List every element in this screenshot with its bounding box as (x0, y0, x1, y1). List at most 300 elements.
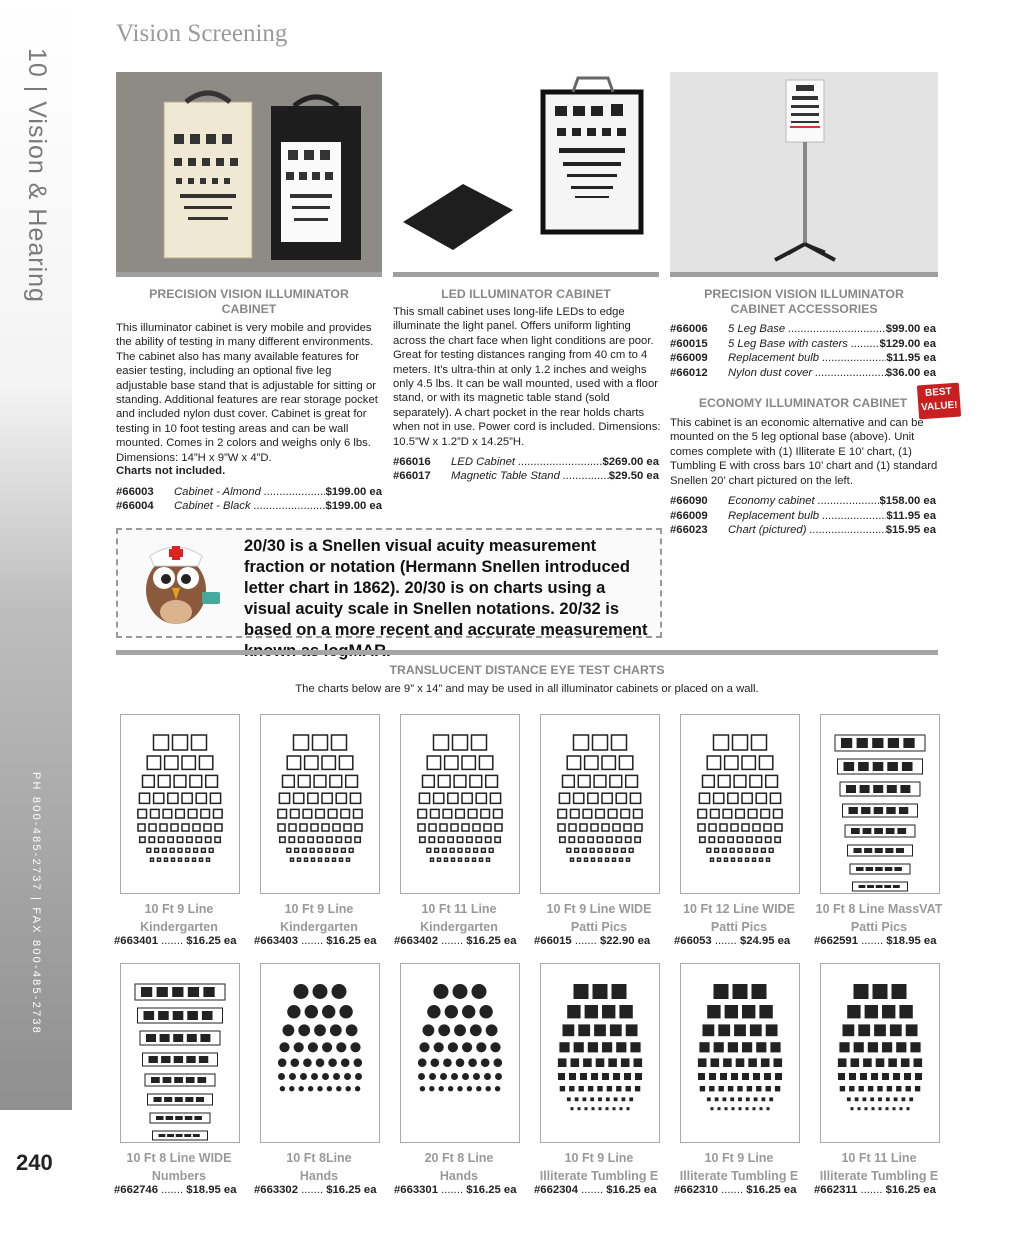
optotype (459, 858, 462, 861)
optotype (893, 1073, 900, 1080)
optotype (429, 824, 436, 831)
optotype (626, 1024, 638, 1036)
eye-chart-image (260, 714, 380, 894)
chart-title-line2: Kindergarten (280, 920, 358, 934)
optotype (874, 807, 883, 814)
optotype (339, 1005, 352, 1018)
optotype (766, 1024, 778, 1036)
optotype (563, 775, 575, 787)
optotype (567, 1005, 580, 1018)
optotype (886, 807, 895, 814)
leader-dots: ....... (857, 1184, 886, 1196)
optotype (299, 1086, 304, 1091)
price-row (116, 485, 382, 499)
optotype (730, 1097, 734, 1101)
item-price: $16.25 ea (466, 1184, 517, 1196)
sku: #662311 (814, 1184, 858, 1196)
optotype (193, 1134, 200, 1137)
optotype (559, 1042, 569, 1052)
optotype (310, 848, 314, 852)
optotype (733, 984, 748, 999)
optotype (876, 1058, 885, 1067)
optotype (328, 1058, 337, 1067)
optotype (865, 1107, 868, 1110)
optotype (875, 867, 883, 871)
optotype (578, 775, 590, 787)
eye-chart-drawing (681, 715, 799, 893)
optotype (764, 824, 771, 831)
optotype (728, 1086, 733, 1091)
optotype (626, 1086, 631, 1091)
optotype (770, 793, 780, 803)
optotype (200, 858, 203, 861)
optotype (906, 1086, 911, 1091)
optotype (435, 848, 439, 852)
optotype (194, 848, 198, 852)
item-price: $22.90 ea (599, 935, 651, 947)
optotype (602, 1042, 612, 1052)
optotype (154, 793, 164, 803)
chart-price-row (814, 935, 937, 947)
optotype (158, 775, 170, 787)
eye-chart-image (540, 714, 660, 894)
optotype (476, 837, 481, 842)
optotype (154, 1097, 162, 1102)
optotype (737, 837, 742, 842)
optotype (495, 837, 500, 842)
optotype (583, 848, 587, 852)
chart-price-row (254, 1184, 377, 1196)
optotype (841, 738, 852, 748)
optotype (769, 1097, 773, 1101)
optotype (313, 984, 328, 999)
optotype (885, 848, 893, 853)
optotype (143, 775, 155, 787)
chart-price-row (674, 935, 790, 947)
optotype (746, 858, 749, 861)
optotype (350, 1042, 360, 1052)
optotype (206, 837, 211, 842)
optotype (279, 793, 289, 803)
optotype (719, 837, 724, 842)
optotype (165, 858, 168, 861)
optotype (215, 837, 220, 842)
optotype (278, 809, 287, 818)
optotype (750, 775, 762, 787)
chart-title-line1: 10 Ft 8Line (286, 1151, 352, 1165)
leader-dots: ....... (157, 935, 187, 947)
item-price: $16.25 ea (606, 1184, 657, 1196)
optotype (420, 837, 425, 842)
badge-text-bottom: VALUE! (920, 399, 958, 414)
optotype (462, 756, 475, 769)
optotype (467, 1086, 472, 1091)
item-desc: Replacement bulb ..... (728, 509, 886, 523)
optotype (172, 858, 175, 861)
optotype (610, 775, 622, 787)
optotype (767, 858, 770, 861)
optotype (574, 984, 589, 999)
sku: #66012 (670, 367, 708, 379)
optotype (635, 1073, 642, 1080)
optotype (559, 793, 569, 803)
optotype (742, 1073, 749, 1080)
optotype (314, 775, 326, 787)
optotype (585, 756, 598, 769)
optotype (303, 809, 312, 818)
optotype (196, 837, 201, 842)
item-price: $16.25 ea (885, 1184, 936, 1196)
chart-title-line2: Patti Pics (570, 920, 628, 934)
optotype (207, 858, 210, 861)
optotype (907, 1107, 910, 1110)
optotype (900, 1107, 903, 1110)
optotype (910, 1042, 920, 1052)
item-desc: 5 Leg Base with casters ..... (728, 337, 879, 351)
optotype (904, 1073, 911, 1080)
optotype (427, 756, 440, 769)
optotype (707, 848, 711, 852)
optotype (760, 858, 763, 861)
sku: #66009 (670, 510, 708, 522)
item-price: $18.95 ea (886, 935, 937, 947)
optotype (418, 824, 425, 831)
sku: #663301 (394, 1184, 438, 1196)
item-price: $16.25 ea (186, 935, 237, 947)
optotype (626, 775, 638, 787)
optotype (139, 793, 149, 803)
eye-chart-drawing (261, 715, 379, 893)
optotype (567, 848, 571, 852)
item-desc: LED Cabinet ..... (451, 455, 602, 469)
optotype (451, 1073, 458, 1080)
optotype (482, 848, 486, 852)
optotype (588, 837, 593, 842)
optotype (709, 1086, 714, 1091)
sku: #66016 (393, 456, 431, 468)
eye-chart-image (680, 963, 800, 1143)
optotype (756, 837, 761, 842)
optotype (330, 1024, 342, 1036)
optotype (892, 984, 907, 999)
optotype (873, 762, 884, 771)
optotype (165, 756, 178, 769)
optotype (838, 1058, 847, 1067)
optotype (879, 1107, 882, 1110)
optotype (616, 1042, 626, 1052)
optotype (328, 809, 337, 818)
price-row (393, 469, 659, 483)
optotype (752, 984, 767, 999)
optotype (146, 1034, 156, 1042)
optotype (630, 793, 640, 803)
optotype (909, 1097, 913, 1101)
optotype (467, 837, 472, 842)
optotype (709, 837, 714, 842)
optotype (300, 824, 307, 831)
optotype (149, 824, 156, 831)
optotype (888, 738, 899, 748)
optotype (418, 1073, 425, 1080)
chart-title-line1: 20 Ft 8 Line (424, 1151, 494, 1165)
optotype (174, 1056, 183, 1063)
optotype (157, 987, 168, 997)
optotype (718, 858, 721, 861)
optotype (890, 1024, 902, 1036)
chart-price-row (394, 1184, 517, 1196)
optotype (291, 858, 294, 861)
eye-chart-image (120, 963, 240, 1143)
optotype (187, 1011, 198, 1020)
optotype (711, 1107, 714, 1110)
optotype (160, 824, 167, 831)
optotype (569, 1086, 574, 1091)
optotype (138, 824, 145, 831)
optotype (585, 1107, 588, 1110)
optotype (187, 837, 192, 842)
optotype (190, 775, 202, 787)
optotype (462, 1005, 475, 1018)
optotype (747, 1086, 752, 1091)
optotype (344, 1073, 351, 1080)
optotype (770, 1042, 780, 1052)
optotype (569, 824, 576, 831)
optotype (602, 1005, 615, 1018)
item-price: $36.00 ea (885, 367, 936, 379)
eye-chart-image (820, 714, 940, 894)
optotype (886, 828, 895, 834)
optotype (171, 824, 178, 831)
sku: #663402 (394, 935, 438, 947)
optotype (484, 824, 491, 831)
optotype (419, 1042, 429, 1052)
chart-title-line2: Patti Pics (850, 920, 908, 934)
optotype (840, 1086, 845, 1091)
optotype (438, 1024, 450, 1036)
optotype (279, 1042, 289, 1052)
chart-title-line1: 10 Ft 9 Line WIDE (546, 902, 652, 916)
optotype (754, 1097, 758, 1101)
page-title: Vision Screening (116, 20, 288, 47)
chart-title-line1: 10 Ft 11 Line (421, 902, 497, 916)
optotype (703, 1024, 715, 1036)
optotype (558, 824, 565, 831)
optotype (163, 848, 167, 852)
optotype (346, 775, 358, 787)
optotype (838, 1073, 845, 1080)
optotype (753, 1107, 756, 1110)
optotype (486, 1024, 498, 1036)
leader-dots: ....... (857, 935, 887, 947)
optotype (858, 1024, 870, 1036)
optotype (168, 837, 173, 842)
price-row (670, 494, 936, 508)
optotype (473, 824, 480, 831)
optotype (291, 1058, 300, 1067)
price-row (670, 337, 936, 351)
optotype (476, 793, 486, 803)
optotype (856, 867, 864, 871)
optotype (855, 1097, 859, 1101)
optotype (160, 1034, 170, 1042)
optotype (571, 1058, 580, 1067)
optotype (349, 848, 353, 852)
optotype (723, 1058, 732, 1067)
optotype (753, 824, 760, 831)
eye-chart-image (260, 963, 380, 1143)
optotype (878, 1097, 882, 1101)
optotype (346, 1024, 358, 1036)
optotype (174, 775, 186, 787)
optotype (714, 984, 729, 999)
leader-dots: ....... (717, 1184, 747, 1196)
optotype (725, 1107, 728, 1110)
optotype (473, 858, 476, 861)
optotype (871, 1073, 878, 1080)
led-cabinet-photo (393, 72, 659, 277)
optotype (431, 1058, 440, 1067)
optotype (627, 858, 630, 861)
optotype (182, 756, 195, 769)
optotype (140, 837, 145, 842)
optotype (711, 1058, 720, 1067)
optotype (340, 858, 343, 861)
optotype (462, 793, 472, 803)
optotype (896, 1086, 901, 1091)
optotype (700, 837, 705, 842)
sku: #66004 (116, 500, 154, 512)
optotype (311, 1073, 318, 1080)
optotype (560, 837, 565, 842)
optotype (593, 735, 608, 750)
optotype (476, 1086, 481, 1091)
optotype (608, 1058, 617, 1067)
item-price: $16.25 ea (326, 1184, 377, 1196)
optotype (156, 1116, 164, 1120)
optotype (563, 1024, 575, 1036)
optotype (453, 984, 468, 999)
item-desc: Cabinet - Almond ..... (174, 485, 325, 499)
eye-chart-image (120, 714, 240, 894)
optotype (289, 1086, 294, 1091)
optotype (849, 807, 858, 814)
leader-dots: ....... (437, 1184, 467, 1196)
optotype (462, 1073, 469, 1080)
optotype (294, 984, 309, 999)
optotype (860, 1073, 867, 1080)
optotype (851, 1058, 860, 1067)
optotype (294, 735, 309, 750)
chart-price-row (114, 1184, 237, 1196)
optotype (333, 824, 340, 831)
optotype (579, 837, 584, 842)
optotype (629, 848, 633, 852)
price-row (670, 523, 936, 537)
optotype (495, 1073, 502, 1080)
optotype (715, 848, 719, 852)
optotype (346, 837, 351, 842)
optotype (347, 858, 350, 861)
optotype (870, 1097, 874, 1101)
optotype (700, 1086, 705, 1091)
optotype (844, 762, 855, 771)
optotype (487, 858, 490, 861)
optotype (723, 848, 727, 852)
optotype (634, 809, 643, 818)
optotype (567, 1097, 571, 1101)
optotype (602, 1073, 609, 1080)
optotype (176, 1134, 183, 1137)
optotype (472, 735, 487, 750)
optotype (698, 1058, 707, 1067)
optotype (849, 1086, 854, 1091)
optotype (887, 1086, 892, 1091)
optotype (580, 1073, 587, 1080)
optotype (470, 775, 482, 787)
optotype (893, 885, 900, 888)
optotype (151, 1077, 160, 1083)
optotype (896, 1042, 906, 1052)
optotype (893, 1107, 896, 1110)
optotype (591, 824, 598, 831)
optotype (583, 1058, 592, 1067)
optotype (196, 793, 206, 803)
optotype (588, 1042, 598, 1052)
optotype (868, 1086, 873, 1091)
optotype (602, 824, 609, 831)
optotype (167, 1134, 174, 1137)
optotype (597, 837, 602, 842)
optotype (346, 1086, 351, 1091)
optotype (866, 867, 874, 871)
optotype (298, 1024, 310, 1036)
optotype (739, 858, 742, 861)
optotype (326, 848, 330, 852)
optotype (574, 793, 584, 803)
optotype (419, 793, 429, 803)
optotype (317, 1086, 322, 1091)
optotype (769, 848, 773, 852)
optotype (887, 785, 897, 793)
optotype (709, 824, 716, 831)
optotype (897, 828, 906, 834)
optotype (571, 809, 580, 818)
optotype (480, 858, 483, 861)
optotype (894, 867, 902, 871)
optotype (867, 885, 874, 888)
optotype (149, 1056, 158, 1063)
optotype (725, 756, 738, 769)
optotype (431, 858, 434, 861)
optotype (859, 1086, 864, 1091)
optotype (613, 1073, 620, 1080)
optotype (585, 858, 588, 861)
optotype (761, 809, 770, 818)
optotype (886, 1107, 889, 1110)
optotype (739, 1107, 742, 1110)
chart-price-row (814, 1184, 936, 1196)
optotype (316, 809, 325, 818)
optotype (864, 848, 872, 853)
led-cabinet-description: This small cabinet uses long-life LEDs to edge illuminate the light panel. Offers uniform lighting across the chart face when light conditions are poor. Great for testing distances ranging from 40 cm to 4 meters. It’s ultra-thin at only 1.2 inches and weighs only 4.5 lbs. It can be wall mounted, used with a floor stand, or with its magnetic table stand (sold separately). A chart pocket in the rear holds charts when not in use. Power cord is included. Dimensions: 10.5”W x 1.2”D x 14.25”H. (393, 306, 661, 448)
optotype (204, 824, 211, 831)
price-row (670, 322, 936, 336)
chart-title-line2: Kindergarten (420, 920, 498, 934)
chart-title-line2: Illiterate Tumbling E (819, 1169, 939, 1183)
optotype (300, 1073, 307, 1080)
optotype (164, 1097, 172, 1102)
optotype (622, 1097, 626, 1101)
